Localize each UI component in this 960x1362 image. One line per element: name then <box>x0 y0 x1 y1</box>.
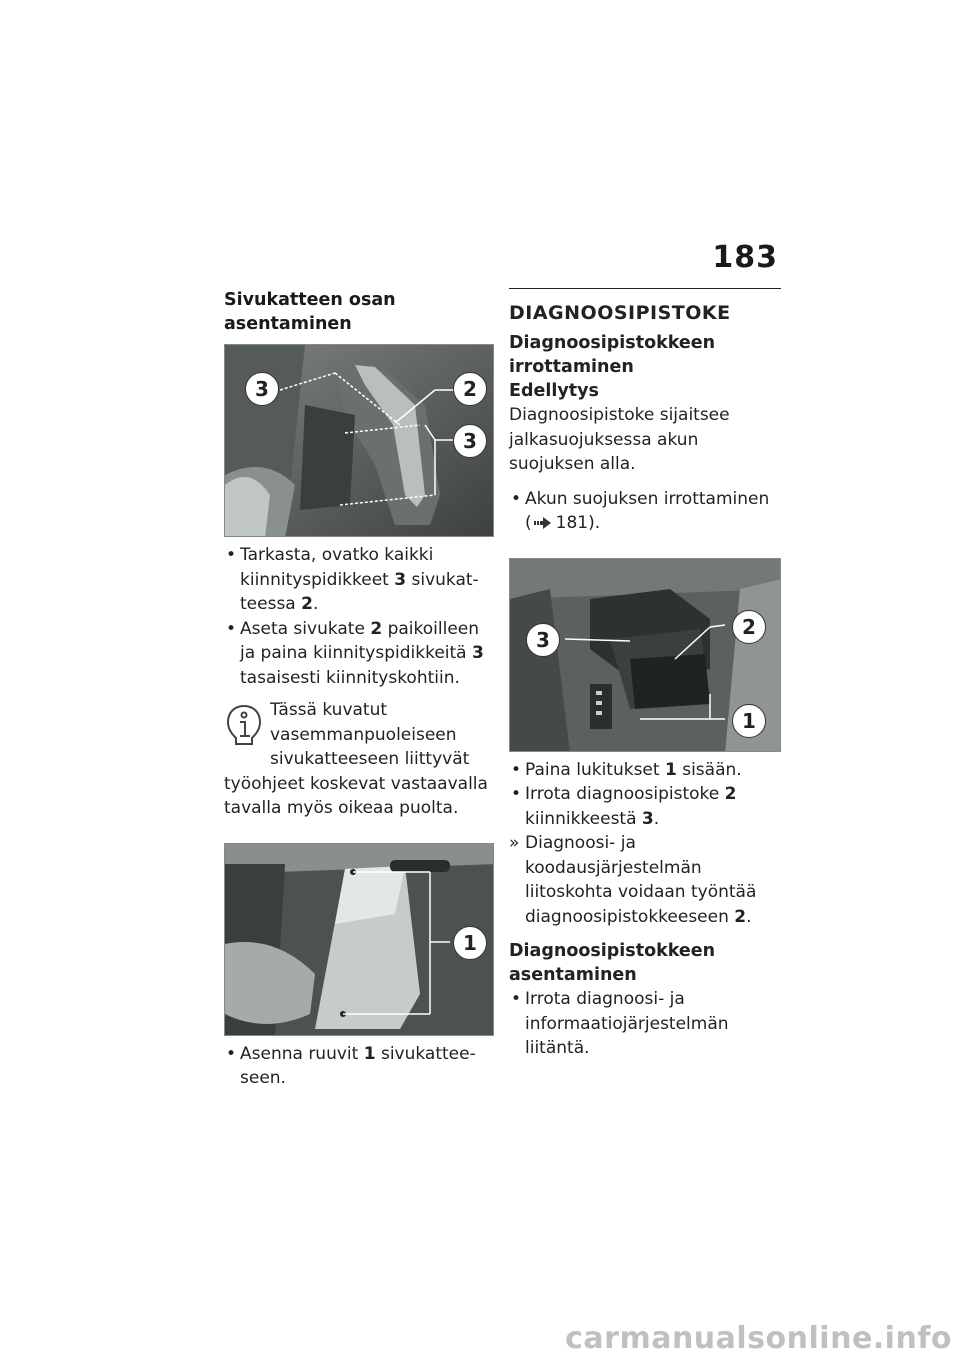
list-item: • Akun suojuksen irrottaminen ( 181). <box>509 487 781 536</box>
steps-list-2 <box>224 1042 494 1091</box>
watermark: carmanualsonline.info <box>565 1321 952 1356</box>
list-item: • Asenna ruuvit 1 sivukattee-seen. <box>224 1042 494 1091</box>
steps-list-3 <box>509 758 781 930</box>
right-column <box>509 288 781 1061</box>
info-note <box>224 698 494 821</box>
result-item: » Diagnoosi- ja koodausjärjestelmän liitoskohta voidaan työntää diagnoosipistokkeeseen 2. <box>509 831 781 929</box>
list-item: • Tarkasta, ovatko kaikki kiinnityspidikkeet 3 sivukat-teessa 2. <box>224 543 494 617</box>
figure-side-cover-screws <box>224 843 494 1036</box>
callout-badge: 3 <box>245 372 279 406</box>
list-item: • Irrota diagnoosipistoke 2 kiinnikkeestä 3. <box>509 782 781 831</box>
info-icon <box>224 702 264 748</box>
callout-badge: 2 <box>453 372 487 406</box>
precondition-label: Edellytys <box>509 381 599 401</box>
list-item: • Irrota diagnoosi- ja informaatiojärjestelmän liitäntä. <box>509 987 781 1061</box>
callout-badge: 1 <box>732 704 766 738</box>
callout-badge: 3 <box>453 424 487 458</box>
page-number: 183 <box>712 240 778 275</box>
callout-badge: 2 <box>732 610 766 644</box>
figure-side-cover-clips <box>224 344 494 537</box>
prereq-list <box>509 487 781 536</box>
callout-badge: 3 <box>526 623 560 657</box>
note-text: Tässä kuvatut vasemmanpuoleiseen sivukatteeseen liittyvät työohjeet koskevat vastaavalla tavalla myös oikeaa puolta. <box>224 700 488 818</box>
section-title-diagnostic: DIAGNOOSIPISTOKE <box>509 288 781 327</box>
callout-badge: 1 <box>453 926 487 960</box>
list-item: • Aseta sivukate 2 paikoilleen ja paina kiinnityspidikkeitä 3 tasaisesti kiinnityskohtiin. <box>224 617 494 691</box>
list-item: • Paina lukitukset 1 sisään. <box>509 758 781 783</box>
precondition-text: Diagnoosipistoke sijaitsee jalkasuojuksessa akun suojuksen alla. <box>509 405 730 474</box>
section-heading-side-cover: Sivukatteen osan asentaminen <box>224 290 396 334</box>
figure-diagnostic-plug <box>509 558 781 752</box>
subheading-installation: Diagnoosipistokkeen asentaminen <box>509 941 716 985</box>
left-column <box>224 288 494 1091</box>
page-reference-arrow-icon <box>534 516 552 530</box>
subheading-removal: Diagnoosipistokkeen irrottaminen <box>509 333 716 377</box>
steps-list-1 <box>224 543 494 690</box>
steps-list-4 <box>509 987 781 1061</box>
